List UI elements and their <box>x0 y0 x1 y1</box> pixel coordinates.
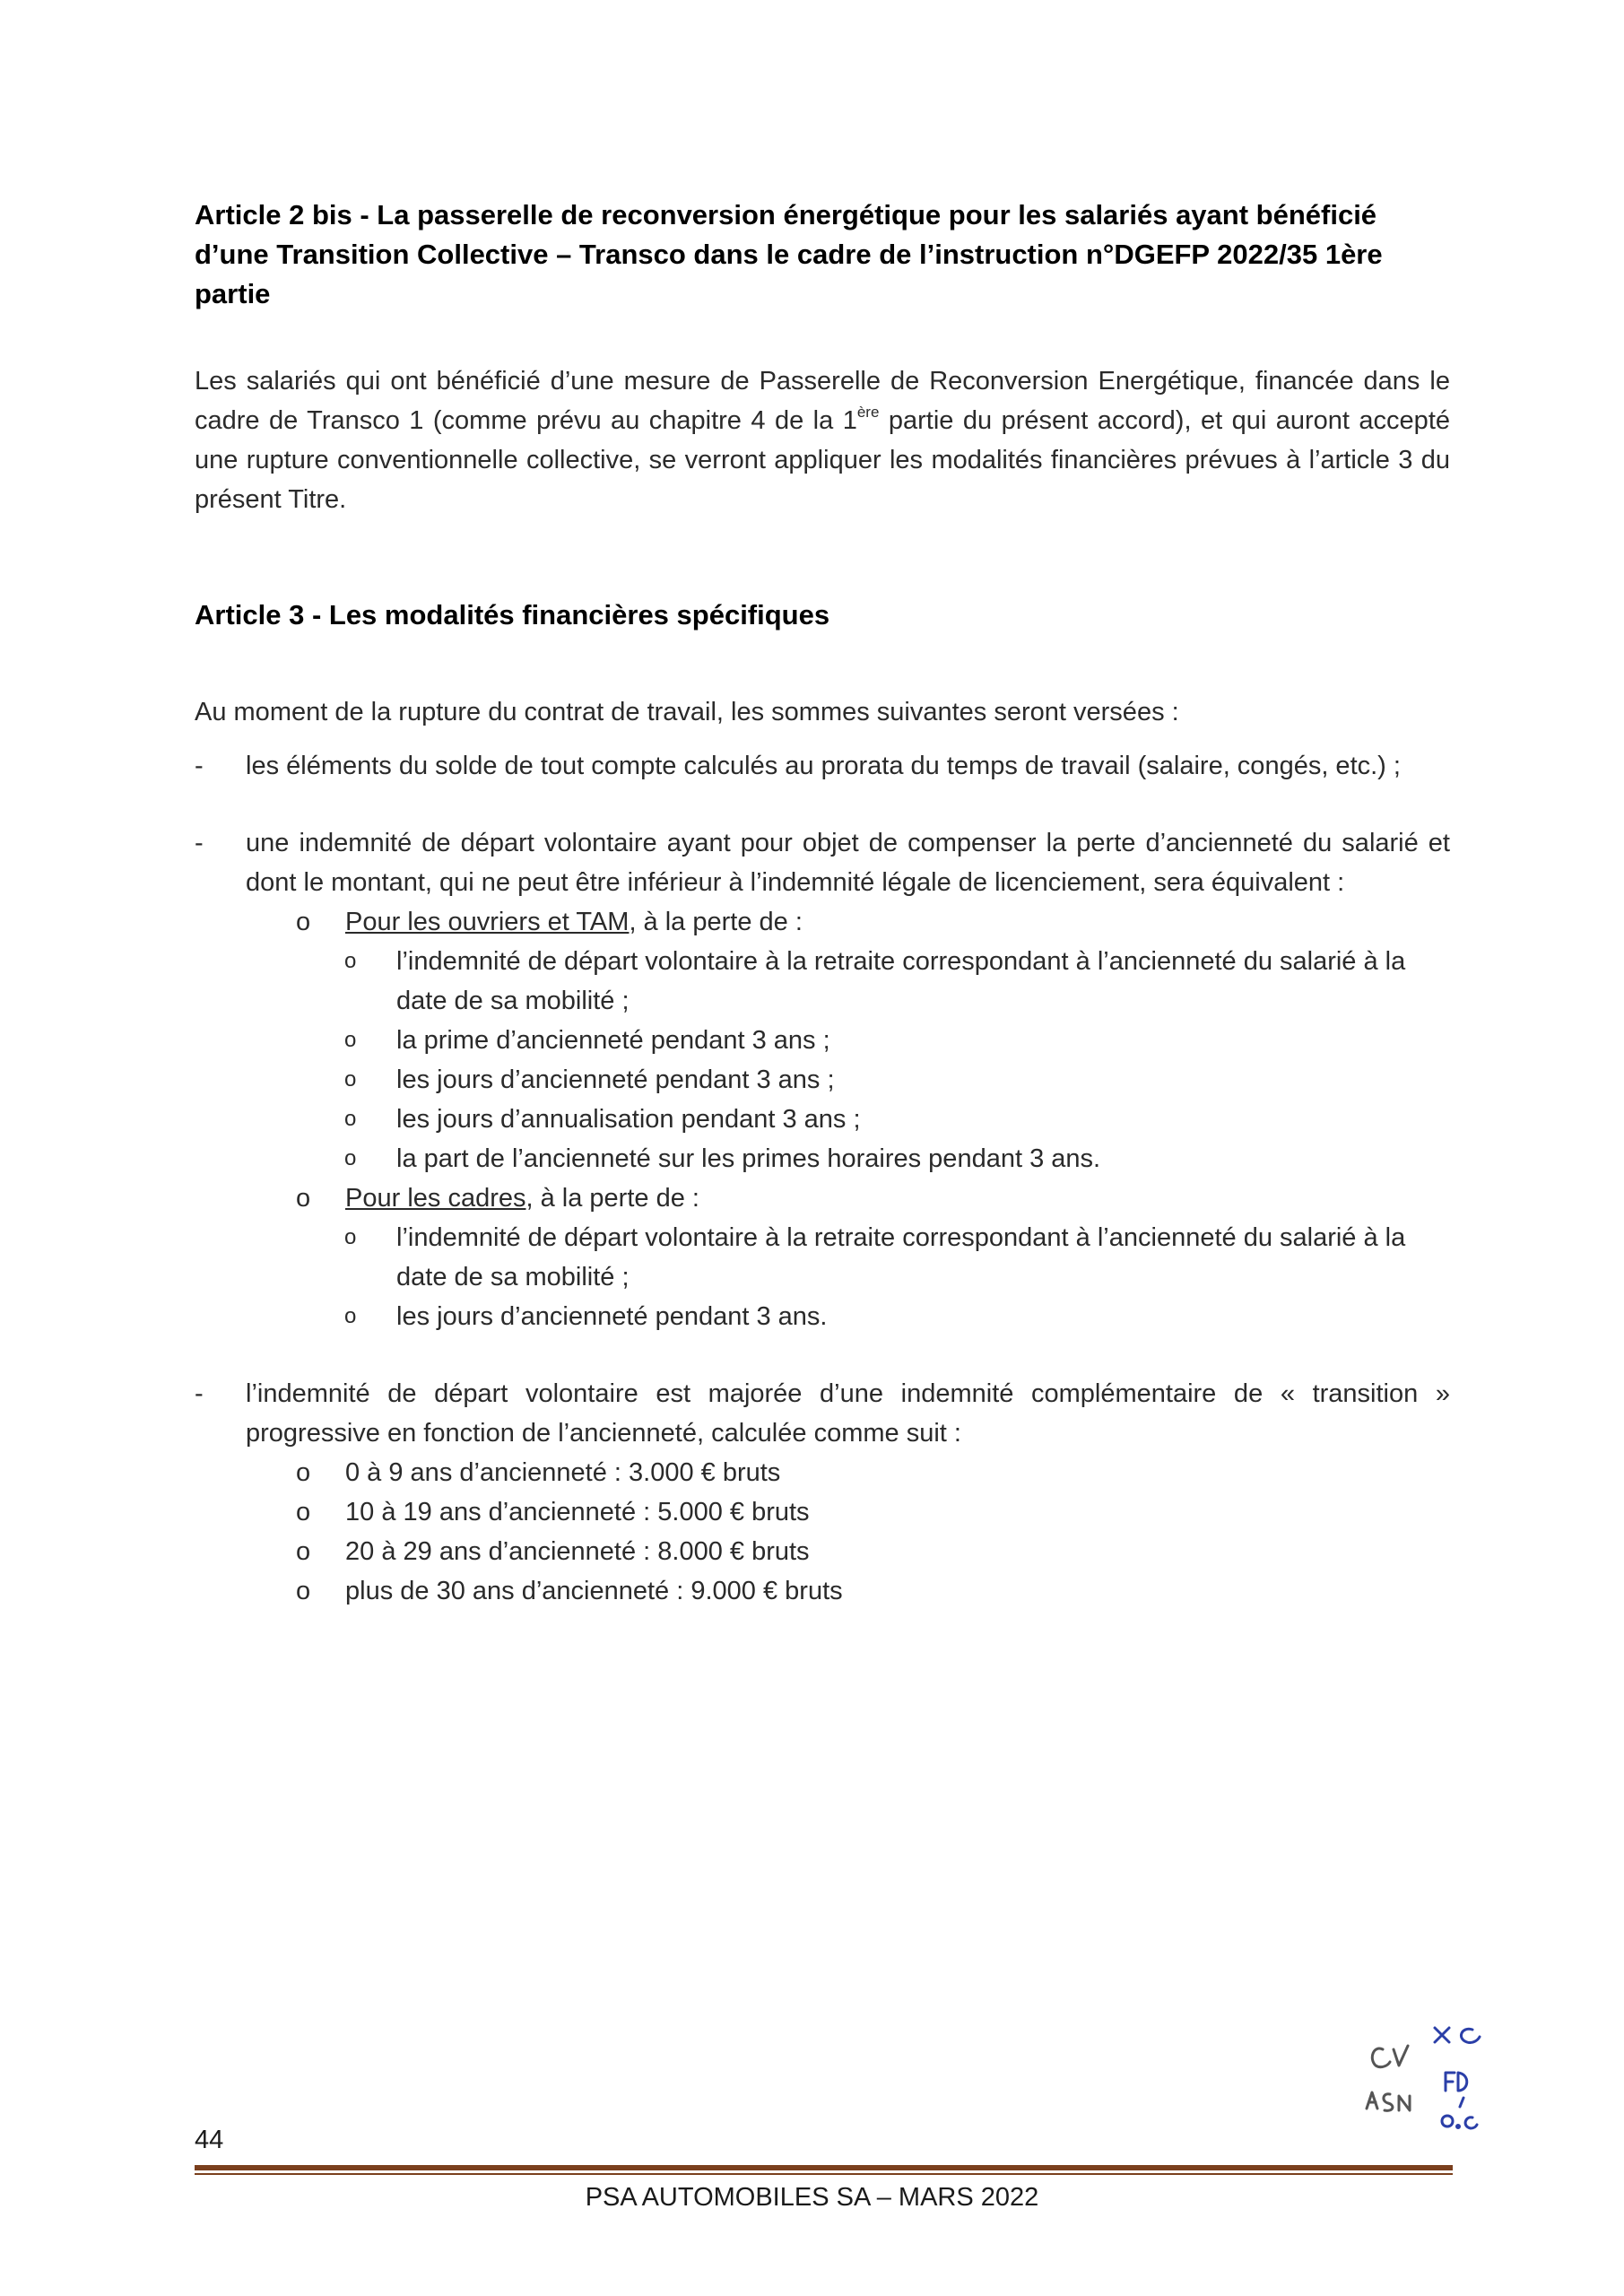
list-item <box>195 1139 1450 1178</box>
dash-marker: - <box>195 1379 204 1408</box>
list-item <box>195 1100 1450 1139</box>
bullet-marker: o <box>344 1146 357 1170</box>
handwritten-initials <box>1363 2022 1524 2139</box>
list-item-text: 0 à 9 ans d’ancienneté : 3.000 € bruts <box>345 1458 781 1487</box>
article-3-title: Article 3 - Les modalités financières spécifiques <box>195 599 830 631</box>
list-item-text: 10 à 19 ans d’ancienneté : 5.000 € bruts <box>345 1498 810 1526</box>
bullet-marker: o <box>344 1304 357 1328</box>
article-2bis-superscript: ère <box>856 404 880 421</box>
list-item-text: les jours d’ancienneté pendant 3 ans ; <box>396 1065 835 1094</box>
article-2bis-text-1: Les salariés qui ont bénéficié d’une mesure de Passerelle de Reconversion Energétique, financée dans le cadre de Transco 1 (comme prévu au chapitre 4 de la 1 <box>195 367 1450 435</box>
list-item-text: les jours d’annualisation pendant 3 ans ; <box>396 1105 861 1134</box>
list-item <box>195 1297 1450 1336</box>
dash-marker: - <box>195 829 204 857</box>
ouvriers-suffix: , à la perte de : <box>629 908 803 936</box>
sublist-ouvriers-tam <box>195 902 1450 942</box>
list-item <box>195 1571 1450 1611</box>
list-item <box>195 1218 1450 1297</box>
cadres-suffix: , à la perte de : <box>525 1184 699 1213</box>
page-number: 44 <box>195 2126 224 2154</box>
list-item <box>195 1532 1450 1571</box>
list-item-text: l’indemnité de départ volontaire à la retraite correspondant à l’ancienneté du salarié à la date de sa mobilité ; <box>396 947 1406 1015</box>
list-item-text: plus de 30 ans d’ancienneté : 9.000 € bruts <box>345 1577 843 1605</box>
list-item-text: l’indemnité de départ volontaire à la retraite correspondant à l’ancienneté du salarié à la date de sa mobilité ; <box>396 1223 1406 1292</box>
list-item-text: l’indemnité de départ volontaire est majorée d’une indemnité complémentaire de « transition » progressive en fonction de l’ancienneté, calculée comme suit : <box>246 1379 1450 1448</box>
footer-title: PSA AUTOMOBILES SA – MARS 2022 <box>585 2183 1039 2212</box>
list-item-text: la part de l’ancienneté sur les primes horaires pendant 3 ans. <box>396 1144 1101 1173</box>
article-2bis-text-2: partie du présent accord), et qui auront accepté une rupture conventionnelle collective, se verront appliquer les modalités financières prévues à l’article 3 du présent Titre. <box>195 406 1450 514</box>
bullet-marker: o <box>344 949 357 973</box>
sublist-cadres <box>195 1178 1450 1218</box>
dash-marker: - <box>195 752 204 780</box>
list-item <box>195 1060 1450 1100</box>
bullet-marker: o <box>344 1225 357 1249</box>
bullet-marker: o <box>296 1184 311 1213</box>
ouvriers-label: Pour les ouvriers et TAM <box>345 908 630 936</box>
initial-oc <box>1442 2116 1453 2126</box>
list-item <box>195 942 1450 1021</box>
footer-rule-thin <box>195 2173 1453 2175</box>
list-item-text: les jours d’ancienneté pendant 3 ans. <box>396 1302 828 1331</box>
list-item-indemnite-depart <box>195 823 1450 902</box>
bullet-marker: o <box>344 1028 357 1052</box>
article-2bis-title: Article 2 bis - La passerelle de reconversion énergétique pour les salariés ayant bénéficié d’une Transition Collective – Transco dans le cadre de l’instruction n°DGEFP 2022/35 1ère partie <box>195 199 1383 309</box>
bullet-marker: o <box>296 1498 311 1526</box>
list-item-indemnite-transition <box>195 1374 1450 1453</box>
list-item-text: 20 à 29 ans d’ancienneté : 8.000 € bruts <box>345 1537 810 1566</box>
initial-cv <box>1372 2048 1390 2067</box>
list-item-text: les éléments du solde de tout compte calculés au prorata du temps de travail (salaire, congés, etc.) ; <box>246 752 1401 780</box>
list-item <box>195 1492 1450 1532</box>
list-item <box>195 1453 1450 1492</box>
footer-rule-thick <box>195 2165 1453 2170</box>
bullet-marker: o <box>296 1458 311 1487</box>
bullet-marker: o <box>296 908 311 936</box>
list-item-text: une indemnité de départ volontaire ayant pour objet de compenser la perte d’ancienneté du salarié et dont le montant, qui ne peut être inférieur à l’indemnité légale de licenciement, sera équivalent : <box>246 829 1450 897</box>
page-content <box>195 196 1450 1611</box>
list-item <box>195 1021 1450 1060</box>
list-item-solde <box>195 746 1450 786</box>
bullet-marker: o <box>296 1537 311 1566</box>
list-item-text: la prime d’ancienneté pendant 3 ans ; <box>396 1026 830 1055</box>
bullet-marker: o <box>344 1107 357 1131</box>
bullet-marker: o <box>296 1577 311 1605</box>
article-3-intro: Au moment de la rupture du contrat de travail, les sommes suivantes seront versées : <box>195 698 1179 726</box>
bullet-marker: o <box>344 1067 357 1091</box>
article-2bis-paragraph <box>195 361 1450 519</box>
cadres-label: Pour les cadres <box>345 1184 526 1213</box>
initial-xc <box>1435 2028 1449 2042</box>
initial-asn <box>1367 2092 1377 2109</box>
initial-fd <box>1446 2073 1455 2091</box>
